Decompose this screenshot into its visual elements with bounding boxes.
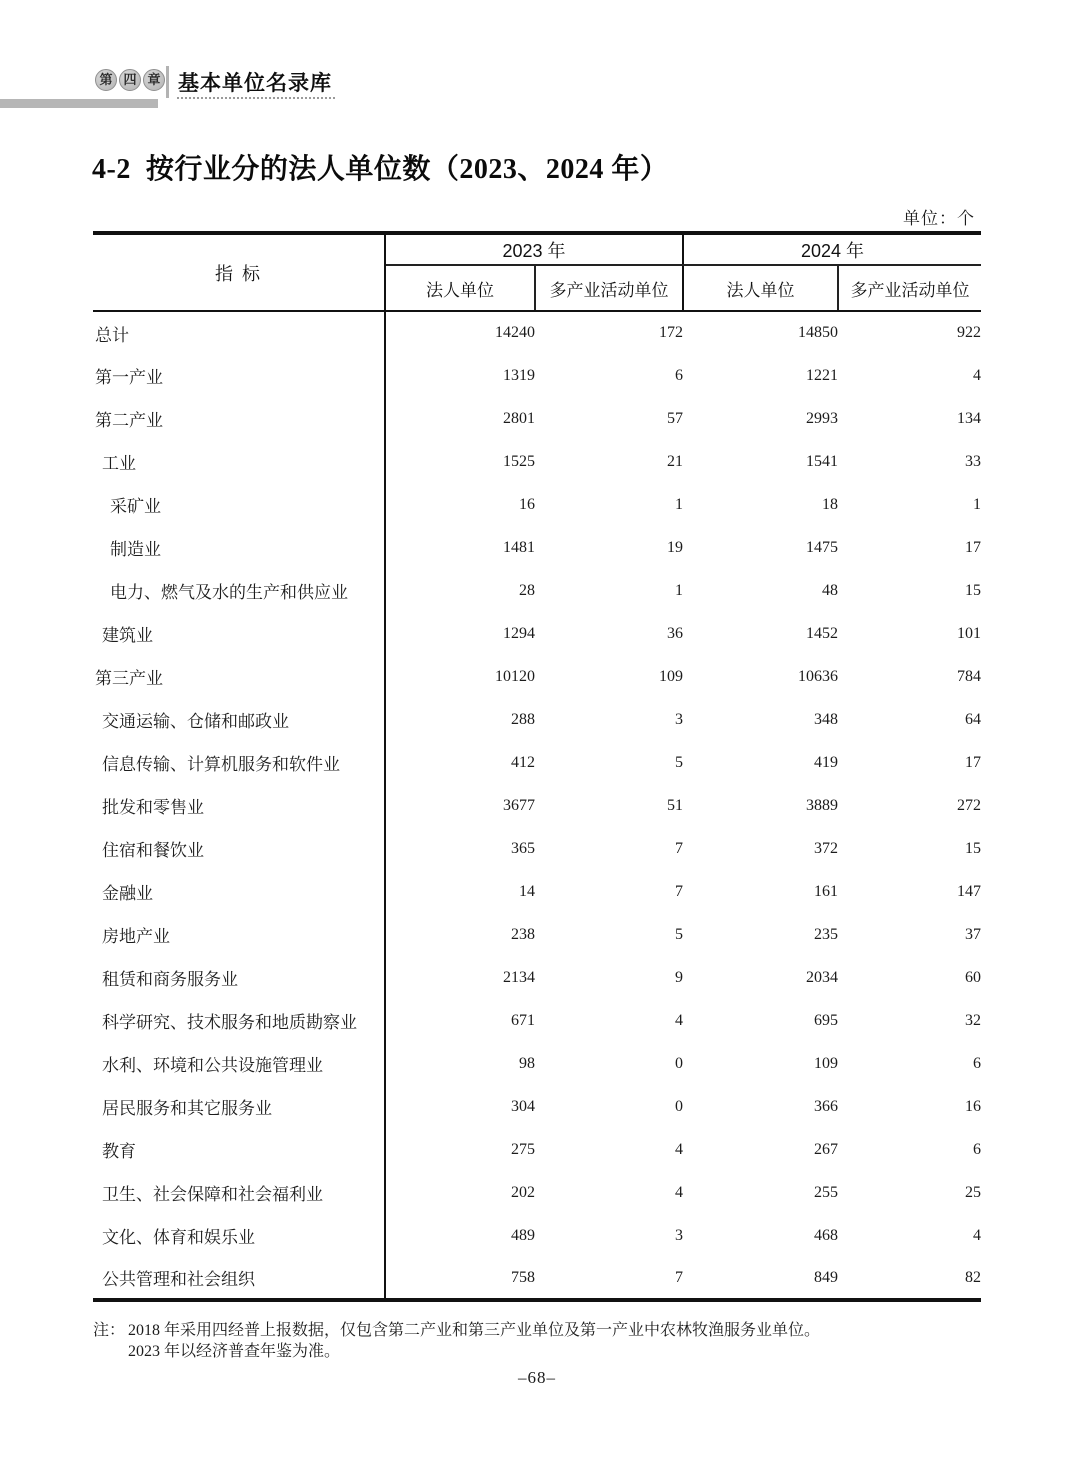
cell-value: 4	[675, 1011, 684, 1029]
cell-value: 1	[675, 581, 684, 599]
cell-value: 235	[814, 925, 839, 943]
cell-value: 109	[814, 1054, 839, 1072]
chapter-badge-char: 章	[143, 69, 165, 91]
table-row	[93, 999, 981, 1042]
column-header-multi-units-2023: 多产业活动单位	[535, 265, 683, 311]
cell-value: 161	[814, 882, 839, 900]
row-label: 水利、环境和公共设施管理业	[93, 1042, 385, 1085]
column-header-indicator: 指 标	[93, 233, 385, 311]
cell-value: 57	[667, 409, 684, 427]
gray-bar	[0, 99, 158, 108]
cell-value: 16	[965, 1097, 982, 1115]
cell-value: 109	[659, 667, 684, 685]
cell-value: 1	[973, 495, 982, 513]
header-divider	[166, 66, 169, 98]
cell-value: 2993	[806, 409, 839, 427]
row-label: 批发和零售业	[93, 784, 385, 827]
cell-value: 3	[675, 710, 684, 728]
table-row	[93, 569, 981, 612]
cell-value: 172	[659, 324, 684, 341]
cell-value: 101	[957, 624, 982, 642]
table-row	[93, 1085, 981, 1128]
cell-value: 9	[675, 968, 684, 986]
cell-value: 2134	[503, 968, 535, 986]
chapter-badge-char: 四	[119, 69, 141, 91]
cell-value: 7	[675, 839, 684, 857]
cell-value: 2034	[806, 968, 839, 986]
cell-value: 3	[675, 1226, 684, 1244]
cell-value: 372	[814, 839, 839, 857]
cell-value: 272	[957, 796, 982, 814]
row-label: 文化、体育和娱乐业	[93, 1214, 385, 1257]
cell-value: 36	[667, 624, 684, 642]
row-label: 交通运输、仓储和邮政业	[93, 698, 385, 741]
row-label: 第一产业	[93, 354, 385, 397]
cell-value: 468	[814, 1226, 839, 1244]
table-row	[93, 913, 981, 956]
footnote-label: 注：	[93, 1322, 126, 1339]
table-row	[93, 655, 981, 698]
row-label: 总计	[93, 311, 385, 354]
cell-value: 7	[675, 1268, 684, 1286]
cell-value: 922	[957, 324, 982, 341]
cell-value: 1452	[806, 624, 839, 642]
cell-value: 412	[511, 753, 535, 771]
cell-value: 82	[965, 1268, 982, 1286]
cell-value: 3677	[503, 796, 535, 814]
cell-value: 5	[675, 753, 684, 771]
cell-value: 849	[814, 1268, 839, 1286]
cell-value: 4	[675, 1140, 684, 1158]
cell-value: 1525	[503, 452, 535, 470]
cell-value: 18	[822, 495, 839, 513]
column-header-legal-units-2024: 法人单位	[683, 265, 838, 311]
table-row	[93, 1171, 981, 1214]
row-label: 电力、燃气及水的生产和供应业	[93, 569, 385, 612]
cell-value: 255	[814, 1183, 839, 1201]
cell-value: 365	[511, 839, 535, 857]
cell-value: 14	[519, 882, 535, 900]
column-header-legal-units-2023: 法人单位	[385, 265, 535, 311]
cell-value: 304	[511, 1097, 535, 1115]
row-label: 工业	[93, 440, 385, 483]
table-row	[93, 698, 981, 741]
table-row	[93, 870, 981, 913]
cell-value: 51	[667, 796, 684, 814]
cell-value: 671	[511, 1011, 535, 1029]
cell-value: 7	[675, 882, 684, 900]
table-row	[93, 526, 981, 569]
cell-value: 19	[667, 538, 684, 556]
cell-value: 10636	[798, 667, 839, 685]
cell-value: 1475	[806, 538, 839, 556]
table-row	[93, 354, 981, 397]
cell-value: 366	[814, 1097, 839, 1115]
column-header-year-2024: 2024 年	[683, 233, 981, 265]
cell-value: 33	[965, 452, 982, 470]
cell-value: 1294	[503, 624, 535, 642]
cell-value: 267	[814, 1140, 839, 1158]
cell-value: 0	[675, 1054, 684, 1072]
cell-value: 202	[511, 1183, 535, 1201]
page-number: –68–	[518, 1368, 556, 1387]
cell-value: 1541	[806, 452, 839, 470]
table-row	[93, 1214, 981, 1257]
cell-value: 489	[511, 1226, 535, 1244]
cell-value: 28	[519, 581, 535, 599]
row-label: 公共管理和社会组织	[93, 1257, 385, 1300]
row-label: 科学研究、技术服务和地质勘察业	[93, 999, 385, 1042]
cell-value: 25	[965, 1183, 982, 1201]
footnote	[93, 1320, 820, 1362]
cell-value: 1319	[503, 366, 535, 384]
cell-value: 4	[973, 1226, 982, 1244]
table-row	[93, 397, 981, 440]
cell-value: 15	[965, 839, 982, 857]
cell-value: 288	[511, 710, 535, 728]
cell-value: 60	[965, 968, 982, 986]
table-row	[93, 1128, 981, 1171]
row-label: 金融业	[93, 870, 385, 913]
cell-value: 2801	[503, 409, 535, 427]
cell-value: 14850	[798, 324, 839, 341]
unit-label: 单位：个	[903, 209, 975, 228]
column-header-year-2023: 2023 年	[385, 233, 683, 265]
table-row	[93, 956, 981, 999]
cell-value: 348	[814, 710, 839, 728]
cell-value: 64	[965, 710, 982, 728]
cell-value: 10120	[495, 667, 535, 685]
table-row	[93, 741, 981, 784]
cell-value: 48	[822, 581, 839, 599]
cell-value: 37	[965, 925, 982, 943]
chapter-badge	[95, 69, 165, 91]
table-row	[93, 612, 981, 655]
table-body	[93, 311, 981, 1300]
cell-value: 134	[957, 409, 982, 427]
table-row	[93, 483, 981, 526]
cell-value: 5	[675, 925, 684, 943]
table-header	[93, 233, 981, 311]
footnote-line-1: 2018 年采用四经普上报数据，仅包含第二产业和第三产业单位及第一产业中农林牧渔服务业单位。	[128, 1322, 821, 1339]
row-label: 教育	[93, 1128, 385, 1171]
table-row	[93, 311, 981, 354]
row-label: 住宿和餐饮业	[93, 827, 385, 870]
cell-value: 419	[814, 753, 839, 771]
row-label: 房地产业	[93, 913, 385, 956]
cell-value: 16	[519, 495, 535, 513]
statistics-table	[93, 231, 981, 1302]
cell-value: 0	[675, 1097, 684, 1115]
row-label: 制造业	[93, 526, 385, 569]
row-label: 第三产业	[93, 655, 385, 698]
dotted-underline	[177, 97, 335, 99]
cell-value: 784	[957, 667, 982, 685]
cell-value: 1	[675, 495, 684, 513]
footnote-lines	[128, 1320, 820, 1362]
cell-value: 4	[973, 366, 982, 384]
page-title: 4-2 按行业分的法人单位数（2023、2024 年）	[92, 154, 669, 185]
table-row	[93, 827, 981, 870]
row-label: 租赁和商务服务业	[93, 956, 385, 999]
row-label: 卫生、社会保障和社会福利业	[93, 1171, 385, 1214]
chapter-badge-char: 第	[95, 69, 117, 91]
cell-value: 32	[965, 1011, 982, 1029]
chapter-title: 基本单位名录库	[178, 72, 332, 95]
cell-value: 21	[667, 452, 684, 470]
cell-value: 14240	[495, 324, 535, 341]
row-label: 建筑业	[93, 612, 385, 655]
cell-value: 758	[511, 1268, 535, 1286]
cell-value: 1221	[806, 366, 839, 384]
cell-value: 6	[675, 366, 684, 384]
cell-value: 6	[973, 1054, 982, 1072]
table-row	[93, 1257, 981, 1300]
cell-value: 98	[519, 1054, 535, 1072]
table-row	[93, 784, 981, 827]
table-row	[93, 440, 981, 483]
column-header-multi-units-2024: 多产业活动单位	[838, 265, 981, 311]
row-label: 采矿业	[93, 483, 385, 526]
footnote-line-2: 2023 年以经济普查年鉴为准。	[128, 1343, 341, 1360]
cell-value: 275	[511, 1140, 535, 1158]
cell-value: 238	[511, 925, 535, 943]
cell-value: 4	[675, 1183, 684, 1201]
row-label: 居民服务和其它服务业	[93, 1085, 385, 1128]
cell-value: 17	[965, 538, 982, 556]
cell-value: 1481	[503, 538, 535, 556]
cell-value: 6	[973, 1140, 982, 1158]
row-label: 信息传输、计算机服务和软件业	[93, 741, 385, 784]
cell-value: 17	[965, 753, 982, 771]
cell-value: 695	[814, 1011, 839, 1029]
cell-value: 15	[965, 581, 982, 599]
table-row	[93, 1042, 981, 1085]
cell-value: 147	[957, 882, 982, 900]
row-label: 第二产业	[93, 397, 385, 440]
cell-value: 3889	[806, 796, 839, 814]
